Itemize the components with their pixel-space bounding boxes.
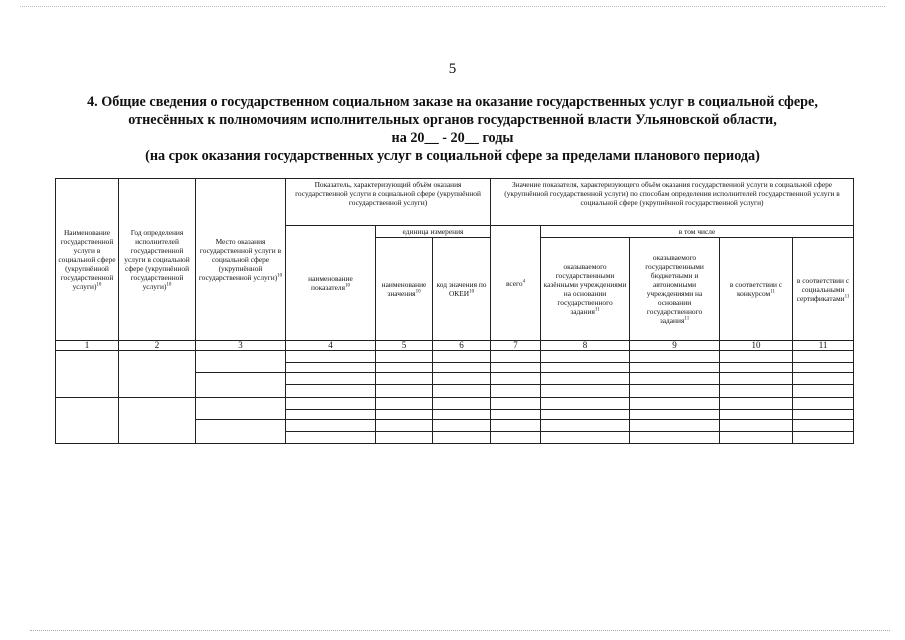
empty-cell (720, 419, 793, 431)
empty-cell (541, 409, 630, 419)
empty-cell (286, 363, 376, 373)
header-total: всего$^4$ (491, 226, 541, 341)
empty-cell (433, 419, 491, 431)
empty-cell (433, 363, 491, 373)
column-number: 8 (541, 341, 630, 351)
empty-cell (491, 373, 541, 385)
empty-cell (433, 431, 491, 443)
empty-cell (720, 373, 793, 385)
header-unit-name: наименование значения$^{10}$ (376, 238, 433, 341)
empty-cell (286, 419, 376, 431)
empty-cell (630, 385, 720, 397)
empty-cell (491, 409, 541, 419)
empty-cell (491, 419, 541, 431)
empty-cell (376, 409, 433, 419)
empty-cell (376, 385, 433, 397)
column-number: 7 (491, 341, 541, 351)
empty-cell (793, 373, 854, 385)
section-title (40, 93, 865, 165)
empty-cell (376, 363, 433, 373)
empty-cell (630, 431, 720, 443)
empty-cell (433, 373, 491, 385)
empty-cell (433, 409, 491, 419)
column-number: 11 (793, 341, 854, 351)
page-number: 5 (448, 61, 457, 77)
empty-cell (793, 397, 854, 409)
empty-cell (286, 373, 376, 385)
social-order-table (55, 178, 854, 444)
header-indicator-name: наименование показателя$^{10}$ (286, 226, 376, 341)
empty-cell (376, 373, 433, 385)
empty-cell (793, 385, 854, 397)
header-certificates: в соответствии с социальными сертификатами$^{11}$ (793, 238, 854, 341)
title-line-4: (на срок оказания государственных услуг в социальной сфере за пределами планового периода) (145, 148, 760, 164)
empty-cell (56, 397, 119, 443)
scan-artifact-top (20, 6, 885, 8)
column-number: 6 (433, 341, 491, 351)
empty-cell (196, 373, 286, 397)
empty-cell (630, 419, 720, 431)
empty-cell (433, 385, 491, 397)
empty-cell (720, 409, 793, 419)
title-line-1: 4. Общие сведения о государственном социальном заказе на оказание государственных услуг в социальной сфере, (87, 94, 818, 110)
empty-cell (541, 373, 630, 385)
empty-cell (433, 397, 491, 409)
column-number: 10 (720, 341, 793, 351)
header-budget-institutions: оказываемого государственными бюджетными и автономными учреждениями на основании государственного задания$^{11}$ (630, 238, 720, 341)
header-okei-code: код значения по ОКЕИ$^{10}$ (433, 238, 491, 341)
empty-cell (630, 373, 720, 385)
header-indicator-group: Показатель, характеризующий объём оказания государственной услуги в социальной сфере (укрупнённой государственной услуги) (286, 179, 491, 226)
header-state-institutions: оказываемого государственными казёнными учреждениями на основании государственного задания$^{11}$ (541, 238, 630, 341)
header-year: Год определения исполнителей государственной услуги в социальной сфере (укрупнённой государственной услуги)$^{10}$ (119, 179, 196, 341)
title-line-3: на 20__ - 20__ годы (391, 130, 514, 146)
empty-cell (630, 409, 720, 419)
empty-cell (793, 351, 854, 363)
empty-cell (630, 397, 720, 409)
empty-cell (793, 409, 854, 419)
header-unit-group: единица измерения (376, 226, 491, 238)
empty-cell (541, 397, 630, 409)
empty-cell (56, 351, 119, 397)
empty-cell (720, 397, 793, 409)
column-number: 2 (119, 341, 196, 351)
empty-cell (491, 397, 541, 409)
empty-cell (286, 385, 376, 397)
empty-cell (793, 363, 854, 373)
empty-cell (119, 351, 196, 397)
header-service-name: Наименование государственной услуги в социальной сфере (укрупнённой государственной услуги)$^{10}$ (56, 179, 119, 341)
empty-cell (793, 431, 854, 443)
empty-cell (286, 431, 376, 443)
empty-cell (720, 385, 793, 397)
column-number: 4 (286, 341, 376, 351)
column-number: 3 (196, 341, 286, 351)
empty-cell (793, 419, 854, 431)
empty-cell (541, 363, 630, 373)
empty-cell (720, 351, 793, 363)
empty-cell (491, 385, 541, 397)
empty-cell (541, 385, 630, 397)
empty-cell (286, 397, 376, 409)
empty-cell (630, 351, 720, 363)
empty-cell (376, 397, 433, 409)
empty-cell (196, 397, 286, 419)
empty-cell (376, 351, 433, 363)
empty-cell (541, 431, 630, 443)
empty-cell (286, 409, 376, 419)
column-number: 5 (376, 341, 433, 351)
header-value-group: Значение показателя, характеризующего объём оказания государственной услуги в социальной сфере (укрупнённой государственной услуги) по способам определения исполнителей государственной услуги в социальной сфере (укрупнённой государственной услуги) (491, 179, 854, 226)
empty-cell (720, 431, 793, 443)
empty-cell (196, 351, 286, 373)
header-including-group: в том числе (541, 226, 854, 238)
table-row (56, 351, 854, 363)
empty-cell (433, 351, 491, 363)
scan-artifact-bottom (30, 630, 890, 632)
empty-cell (376, 431, 433, 443)
empty-cell (720, 363, 793, 373)
column-numbers-row (56, 341, 854, 351)
title-line-2: отнесённых к полномочиям исполнительных органов государственной власти Ульяновской области, (128, 112, 777, 128)
empty-cell (541, 351, 630, 363)
empty-cell (630, 363, 720, 373)
empty-cell (196, 419, 286, 443)
empty-cell (491, 431, 541, 443)
table-row (56, 397, 854, 409)
empty-cell (286, 351, 376, 363)
column-number: 1 (56, 341, 119, 351)
empty-cell (376, 419, 433, 431)
empty-cell (491, 363, 541, 373)
empty-cell (541, 419, 630, 431)
header-place: Место оказания государственной услуги в социальной сфере (укрупнённой государственной услуги)$^{10}$ (196, 179, 286, 341)
empty-cell (491, 351, 541, 363)
empty-cell (119, 397, 196, 443)
column-number: 9 (630, 341, 720, 351)
header-competition: в соответствии с конкурсом$^{11}$ (720, 238, 793, 341)
